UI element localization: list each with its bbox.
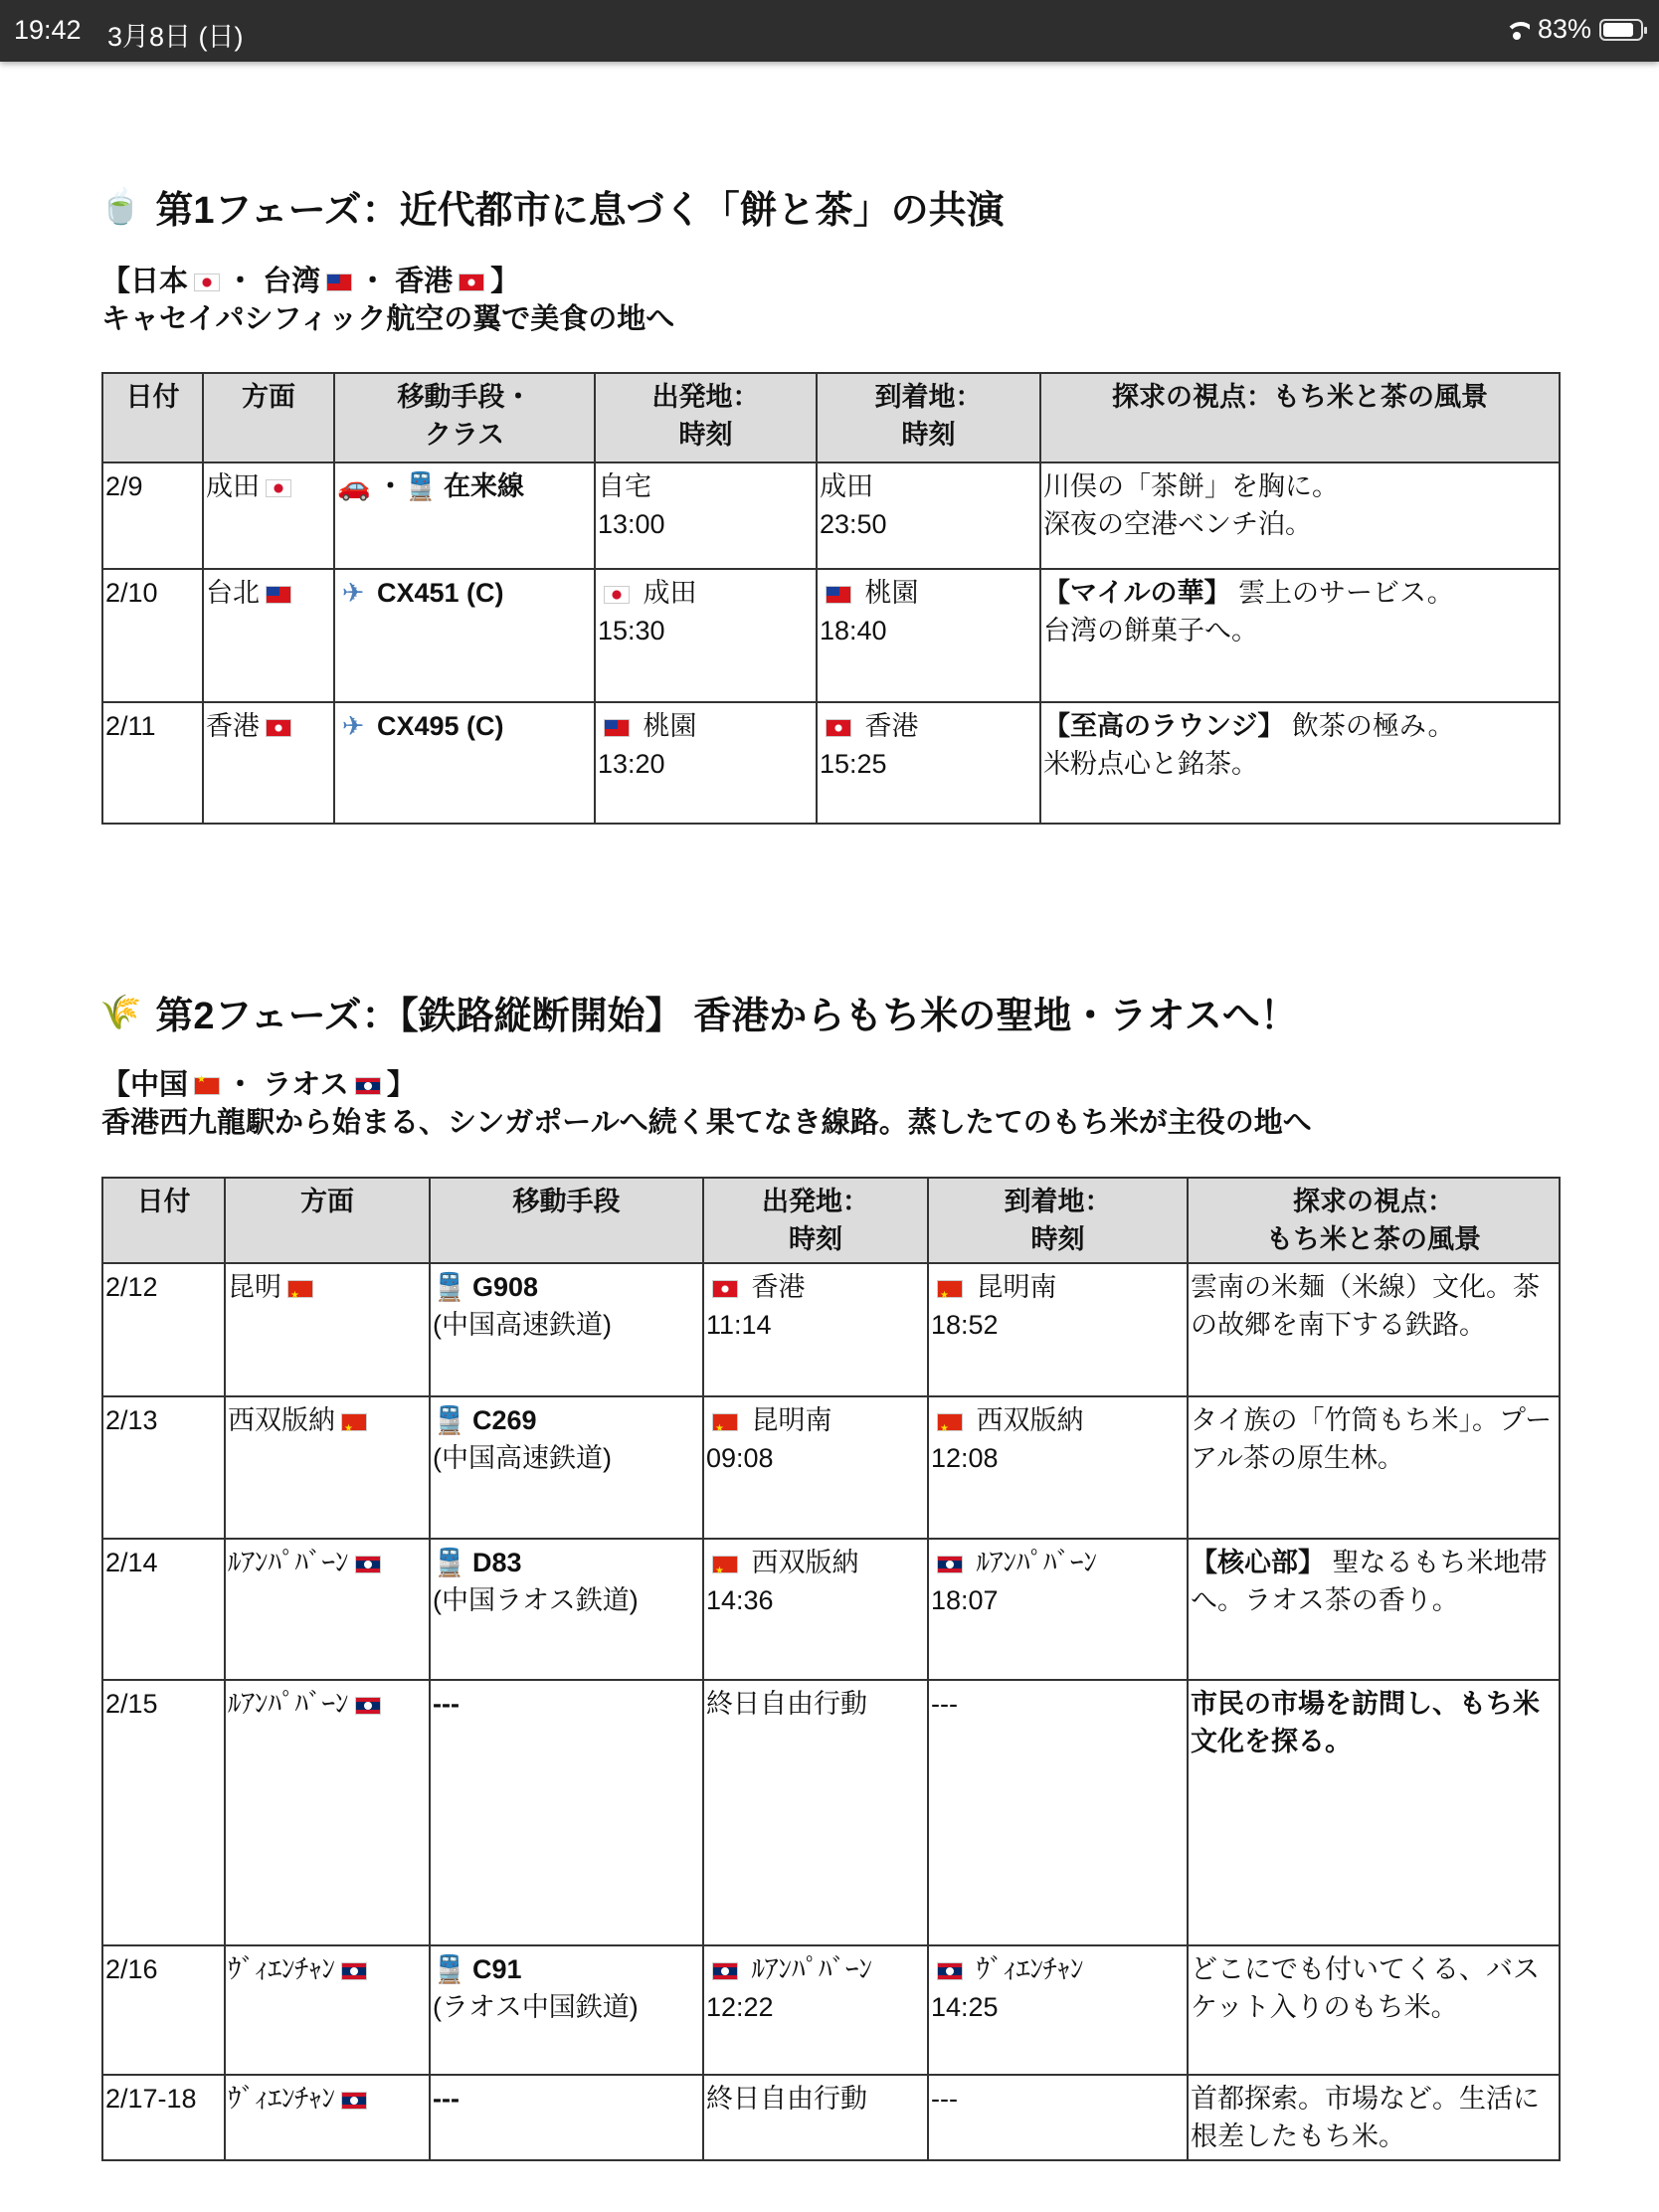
place-line (598, 574, 814, 612)
departure-cell (595, 569, 817, 702)
direction-cell (225, 2075, 430, 2160)
place: 終日自由行動 (706, 1689, 867, 1719)
arrival-cell (928, 1539, 1188, 1680)
train-icon: 🚆 (433, 1405, 466, 1435)
transport-code: G908 (472, 1272, 539, 1302)
arrival-cell (928, 2075, 1188, 2160)
phase1-itinerary-table (101, 372, 1561, 825)
bracket: 【 (101, 266, 131, 297)
phase2-title: 第2フェーズ：【鉄路縦断開始】 香港からもち米の聖地・ラオスへ！ (155, 996, 1298, 1037)
transport-line (433, 1268, 700, 1306)
transport-code: C269 (472, 1405, 537, 1435)
transport-line (433, 2080, 700, 2118)
train-icon: 🚆 (433, 1548, 466, 1577)
table-row (102, 2075, 1560, 2160)
place: 昆明南 (751, 1405, 832, 1435)
place: 香港 (751, 1272, 806, 1302)
arrival-cell (817, 702, 1040, 824)
column-header: 出発地： 時刻 (703, 1178, 928, 1263)
departure-cell (703, 1680, 928, 1945)
date-cell: 2/10 (102, 569, 203, 702)
departure-cell (703, 1263, 928, 1396)
place-line (931, 1268, 1185, 1306)
transport-cell (430, 1263, 703, 1396)
place-line (598, 707, 814, 745)
direction: 西双版納 (228, 1405, 335, 1435)
column-header: 移動手段・ クラス (334, 373, 595, 462)
place-line (931, 1950, 1185, 1988)
la-flag-icon (355, 1697, 381, 1715)
note-text: 首都探索。市場など。生活に根差したもち米。 (1191, 2084, 1540, 2151)
time: 13:20 (598, 749, 665, 779)
time: 14:25 (931, 1992, 999, 2022)
direction-cell (203, 702, 334, 824)
train-icon: 🚆 (433, 1272, 466, 1302)
place: 香港 (864, 711, 919, 741)
separator: ・ (377, 471, 404, 501)
direction-cell (225, 1396, 430, 1539)
tw-flag-icon (826, 586, 851, 604)
transport-cell (334, 569, 595, 702)
transport-cell (334, 702, 595, 824)
note-cell (1188, 1263, 1560, 1396)
date-cell: 2/15 (102, 1680, 225, 1945)
la-flag-icon (937, 1556, 963, 1573)
note-highlight: 【マイルの華】 (1043, 578, 1231, 608)
transport-cell (430, 1539, 703, 1680)
cn-flag-icon (712, 1413, 738, 1431)
place-line (706, 1685, 925, 1723)
transport-code: D83 (472, 1548, 522, 1577)
car-icon: 🚗 (337, 471, 371, 501)
time: 09:08 (706, 1443, 774, 1473)
la-flag-icon (341, 1962, 367, 1980)
note-text: 聖なるもち米地帯へ。ラオス茶の香り。 (1191, 1548, 1548, 1615)
status-bar (0, 0, 1659, 62)
phase1-heading (99, 179, 1005, 234)
time: 15:25 (820, 749, 887, 779)
column-header: 方面 (225, 1178, 430, 1263)
time: 15:30 (598, 616, 665, 645)
tw-flag-icon (326, 274, 352, 291)
direction: ﾙｱﾝﾊﾟﾊﾞｰﾝ (228, 1548, 349, 1577)
table-row (102, 1263, 1560, 1396)
cn-flag-icon (341, 1413, 367, 1431)
time: 11:14 (706, 1310, 772, 1340)
train-icon: 🚆 (404, 471, 438, 501)
place-line (706, 1401, 925, 1439)
departure-cell (703, 2075, 928, 2160)
bracket: 】 (386, 1069, 416, 1101)
date-cell: 2/13 (102, 1396, 225, 1539)
time: 12:08 (931, 1443, 999, 1473)
direction: ｳﾞｨｴﾝﾁｬﾝ (228, 1954, 335, 1984)
place: 昆明南 (976, 1272, 1057, 1302)
direction: 昆明 (228, 1272, 281, 1302)
battery-percent: 83% (1537, 14, 1591, 44)
train-icon: 🚆 (433, 1954, 466, 1984)
country-name: ・ 台湾 (226, 266, 321, 297)
transport-code: 在来線 (444, 471, 524, 501)
transport-operator: (中国ラオス鉄道) (433, 1585, 639, 1615)
note-cell (1188, 1539, 1560, 1680)
cn-flag-icon (712, 1556, 738, 1573)
note-cell (1188, 1680, 1560, 1945)
transport-cell (430, 1945, 703, 2075)
column-header: 日付 (102, 373, 203, 462)
header-row (102, 373, 1560, 462)
country-name: ・ 香港 (358, 266, 454, 297)
transport-operator: (ラオス中国鉄道) (433, 1992, 639, 2022)
place-line (820, 467, 1037, 505)
note-cell (1188, 1396, 1560, 1539)
date-cell: 2/9 (102, 462, 203, 569)
jp-flag-icon (266, 479, 291, 497)
wifi-icon (1504, 20, 1530, 40)
transport-cell (334, 462, 595, 569)
place-line (598, 467, 814, 505)
table-row (102, 1945, 1560, 2075)
phase2-heading (99, 985, 1298, 1039)
column-header: 到着地： 時刻 (928, 1178, 1188, 1263)
la-flag-icon (355, 1556, 381, 1573)
table-row (102, 702, 1560, 824)
departure-cell (703, 1945, 928, 2075)
place-line (706, 1268, 925, 1306)
place: 成田 (643, 578, 697, 608)
phase2-itinerary-table (101, 1177, 1561, 2161)
la-flag-icon (937, 1962, 963, 1980)
transport-cell (430, 1396, 703, 1539)
transport-code: CX495 (C) (377, 711, 504, 741)
direction-cell (203, 462, 334, 569)
clock: 19:42 (14, 15, 82, 45)
date-cell: 2/12 (102, 1263, 225, 1396)
note-text: 飲茶の極み。 米粉点心と銘茶。 (1043, 711, 1455, 779)
country-name: 日本 (130, 266, 189, 297)
column-header: 移動手段 (430, 1178, 703, 1263)
place-line (820, 707, 1037, 745)
date: 3月8日 (日) (107, 22, 244, 52)
departure-cell (703, 1396, 928, 1539)
column-header: 探求の視点： もち米と茶の風景 (1188, 1178, 1560, 1263)
note-cell (1188, 2075, 1560, 2160)
transport-code: C91 (472, 1954, 522, 1984)
transport-line (433, 1401, 700, 1439)
direction: ﾙｱﾝﾊﾟﾊﾞｰﾝ (228, 1689, 349, 1719)
phase1-subtitle: キャセイパシフィック航空の翼で美食の地へ (101, 303, 675, 335)
place-line (931, 1401, 1185, 1439)
place-line (931, 1685, 1185, 1723)
time: 14:36 (706, 1585, 774, 1615)
table-row (102, 462, 1560, 569)
place: 桃園 (643, 711, 697, 741)
column-header: 方面 (203, 373, 334, 462)
note-text: どこにでも付いてくる、バスケット入りのもち米。 (1191, 1954, 1540, 2022)
direction-cell (225, 1539, 430, 1680)
place-line (931, 1544, 1185, 1581)
note-cell (1040, 569, 1560, 702)
note-highlight: 市民の市場を訪問し、もち米文化を探る。 (1191, 1689, 1540, 1756)
table-row (102, 1396, 1560, 1539)
arrival-cell (928, 1945, 1188, 2075)
jp-flag-icon (194, 274, 220, 291)
column-header: 到着地： 時刻 (817, 373, 1040, 462)
tw-flag-icon (266, 586, 291, 604)
arrival-cell (928, 1263, 1188, 1396)
note-highlight: 【至高のラウンジ】 (1043, 711, 1285, 741)
phase1-title: 第1フェーズ：近代都市に息づく「餅と茶」の共演 (155, 190, 1005, 232)
date-cell: 2/16 (102, 1945, 225, 2075)
transport-cell (430, 1680, 703, 1945)
direction-cell (225, 1680, 430, 1945)
date-cell: 2/11 (102, 702, 203, 824)
arrival-cell (928, 1680, 1188, 1945)
table-row (102, 569, 1560, 702)
rice-icon: 🌾 (99, 993, 142, 1031)
direction-cell (225, 1945, 430, 2075)
phase1-countries (101, 259, 519, 299)
cn-flag-icon (937, 1280, 963, 1298)
column-header: 出発地： 時刻 (595, 373, 817, 462)
departure-cell (595, 702, 817, 824)
cn-flag-icon (194, 1077, 220, 1095)
la-flag-icon (341, 2092, 367, 2110)
time: 23:50 (820, 509, 887, 539)
battery-icon (1599, 19, 1643, 41)
column-header: 日付 (102, 1178, 225, 1263)
note-highlight: 【核心部】 (1191, 1548, 1325, 1577)
place: 桃園 (864, 578, 919, 608)
direction-cell (225, 1263, 430, 1396)
time: 18:52 (931, 1310, 999, 1340)
time: 18:07 (931, 1585, 999, 1615)
departure-cell (595, 462, 817, 569)
direction: 香港 (206, 711, 260, 741)
la-flag-icon (712, 1962, 738, 1980)
hk-flag-icon (712, 1280, 738, 1298)
place-line (706, 2080, 925, 2118)
transport-cell (430, 2075, 703, 2160)
header-row (102, 1178, 1560, 1263)
airplane-icon: ✈ (341, 578, 365, 608)
place: --- (931, 2084, 958, 2114)
place: --- (931, 1689, 958, 1719)
la-flag-icon (355, 1077, 381, 1095)
bracket: 【 (101, 1069, 131, 1101)
note-cell (1188, 1945, 1560, 2075)
country-name: 中国 (130, 1069, 189, 1101)
table-row (102, 1680, 1560, 1945)
arrival-cell (928, 1396, 1188, 1539)
transport-code: --- (433, 2084, 460, 2114)
transport-code: CX451 (C) (377, 578, 504, 608)
direction: 台北 (206, 578, 260, 608)
phase2-countries (101, 1062, 416, 1103)
time: 13:00 (598, 509, 665, 539)
arrival-cell (817, 462, 1040, 569)
hk-flag-icon (826, 719, 851, 737)
place: ﾙｱﾝﾊﾟﾊﾞｰﾝ (976, 1548, 1098, 1577)
transport-operator: (中国高速鉄道) (433, 1443, 612, 1473)
phase2-subtitle: 香港西九龍駅から始まる、シンガポールへ続く果てなき線路。蒸したてのもち米が主役の地へ (101, 1107, 1312, 1139)
tw-flag-icon (604, 719, 630, 737)
note-text: 雲上のサービス。 台湾の餅菓子へ。 (1043, 578, 1454, 645)
place: 西双版納 (976, 1405, 1084, 1435)
transport-line (433, 1685, 700, 1723)
direction: ｳﾞｨｴﾝﾁｬﾝ (228, 2084, 335, 2114)
transport-code: --- (433, 1689, 460, 1719)
country-name: ・ ラオス (226, 1069, 349, 1101)
place: 自宅 (598, 471, 651, 501)
date-cell: 2/17-18 (102, 2075, 225, 2160)
direction: 成田 (206, 471, 260, 501)
airplane-icon: ✈ (341, 711, 365, 741)
jp-flag-icon (604, 586, 630, 604)
column-header: 探求の視点：もち米と茶の風景 (1040, 373, 1560, 462)
time: 12:22 (706, 1992, 774, 2022)
date-cell: 2/14 (102, 1539, 225, 1680)
transport-line (337, 467, 592, 505)
hk-flag-icon (459, 274, 484, 291)
note-text: 雲南の米麺（米線）文化。茶の故郷を南下する鉄路。 (1191, 1272, 1540, 1340)
transport-line (337, 707, 592, 745)
transport-operator: (中国高速鉄道) (433, 1310, 612, 1340)
place-line (820, 574, 1037, 612)
place: 成田 (820, 471, 873, 501)
transport-line (433, 1950, 700, 1988)
note-cell (1040, 702, 1560, 824)
transport-line (337, 574, 592, 612)
place: ﾙｱﾝﾊﾟﾊﾞｰﾝ (751, 1954, 873, 1984)
transport-line (433, 1544, 700, 1581)
direction-cell (203, 569, 334, 702)
place: ｳﾞｨｴﾝﾁｬﾝ (976, 1954, 1084, 1984)
note-text: タイ族の「竹筒もち米」。プーアル茶の原生林。 (1191, 1405, 1553, 1473)
place: 西双版納 (751, 1548, 859, 1577)
tea-icon: 🍵 (99, 187, 142, 226)
place: 終日自由行動 (706, 2084, 867, 2114)
hk-flag-icon (266, 719, 291, 737)
place-line (706, 1950, 925, 1988)
time: 18:40 (820, 616, 887, 645)
cn-flag-icon (287, 1280, 313, 1298)
cn-flag-icon (937, 1413, 963, 1431)
arrival-cell (817, 569, 1040, 702)
bracket: 】 (490, 266, 520, 297)
note-text: 川俣の「茶餅」を胸に。 深夜の空港ベンチ泊。 (1043, 471, 1339, 539)
departure-cell (703, 1539, 928, 1680)
place-line (706, 1544, 925, 1581)
place-line (931, 2080, 1185, 2118)
note-cell (1040, 462, 1560, 569)
table-row (102, 1539, 1560, 1680)
